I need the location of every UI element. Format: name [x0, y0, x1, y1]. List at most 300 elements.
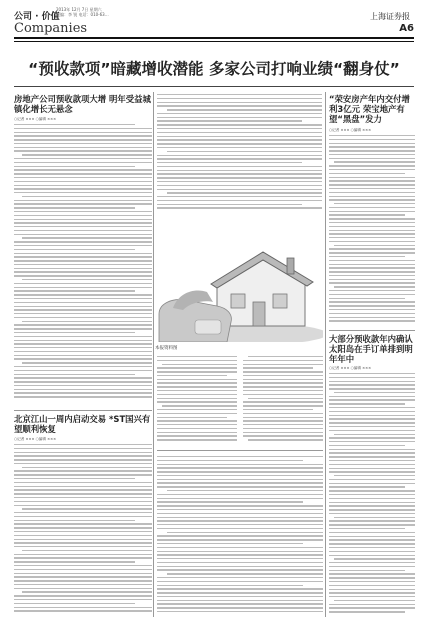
text-line: [329, 211, 415, 212]
text-line: [14, 478, 135, 479]
text-line: [14, 554, 152, 555]
text-line: [14, 385, 152, 386]
text-line: [329, 422, 415, 423]
text-line: [329, 177, 415, 178]
text-line: [14, 219, 152, 220]
text-line: [14, 482, 152, 483]
text-line: [329, 173, 405, 174]
text-line: [14, 607, 152, 608]
text-line: [14, 264, 152, 265]
text-line: [329, 184, 415, 185]
text-line: [14, 173, 152, 174]
text-line: [329, 513, 415, 514]
text-line: [157, 409, 237, 410]
text-line: [14, 497, 152, 498]
article-2-byline: ○记者 ××× ○编辑 ×××: [329, 128, 372, 132]
text-line: [14, 309, 152, 310]
text-line: [329, 562, 415, 563]
main-headline: “预收款项”暗藏增收潜能 多家公司打响业绩“翻身仗”: [28, 60, 400, 78]
text-line: [243, 424, 323, 425]
text-line: [157, 581, 323, 582]
text-line: [157, 162, 302, 163]
newspaper-brand: 上海证券报: [370, 12, 410, 21]
text-line: [157, 486, 323, 487]
text-line: [157, 105, 322, 106]
text-line: [157, 401, 237, 402]
text-line: [329, 490, 415, 491]
text-line: [157, 494, 323, 495]
article-4-title: 大部分预收款年内确认 太阳岛在手订单排到明年年中: [329, 334, 413, 364]
text-line: [157, 611, 323, 612]
text-line: [329, 290, 415, 291]
text-line: [329, 252, 415, 253]
text-line: [329, 460, 415, 461]
text-line: [329, 377, 415, 378]
text-line: [157, 207, 322, 208]
text-line: [329, 566, 415, 567]
text-line: [14, 249, 135, 250]
text-line: [329, 230, 415, 231]
text-line: [157, 379, 237, 380]
text-line: [329, 298, 405, 299]
text-line: [329, 214, 405, 215]
text-line: [157, 204, 302, 205]
article-1-byline: ○记者 ××× ○编辑 ×××: [14, 117, 57, 121]
text-line: [157, 432, 237, 433]
text-line: [157, 375, 227, 376]
text-line: [157, 181, 322, 182]
text-line: [157, 170, 322, 171]
section-english: Companies: [14, 21, 88, 36]
text-line: [14, 576, 152, 577]
text-line: [157, 517, 323, 518]
text-line: [14, 573, 152, 574]
text-line: [329, 573, 415, 574]
text-line: [157, 360, 237, 361]
text-line: [329, 237, 415, 238]
text-line: [14, 306, 152, 307]
text-line: [14, 181, 152, 182]
text-line: [14, 489, 152, 490]
text-line: [329, 456, 415, 457]
text-line: [329, 415, 415, 416]
text-line: [157, 435, 237, 436]
text-line: [329, 607, 415, 608]
text-line: [157, 535, 323, 536]
text-line: [334, 517, 415, 518]
text-line: [162, 364, 237, 365]
text-line: [243, 420, 323, 421]
text-line: [14, 474, 152, 475]
text-line: [22, 321, 152, 322]
text-line: [14, 370, 152, 371]
text-line: [14, 531, 152, 532]
text-line: [14, 135, 152, 136]
text-line: [162, 405, 237, 406]
article-divider: [329, 330, 415, 331]
text-line: [22, 362, 152, 363]
text-line: [329, 233, 415, 234]
text-line: [14, 358, 152, 359]
text-line: [157, 166, 322, 167]
text-line: [329, 275, 415, 276]
article-2-body: [329, 135, 415, 325]
text-line: [14, 260, 152, 261]
text-line: [243, 360, 323, 361]
text-line: [14, 610, 152, 611]
text-line: [167, 192, 322, 193]
text-line: [14, 188, 152, 189]
center-text-lower-left: [157, 356, 237, 446]
text-line: [329, 551, 415, 552]
text-line: [157, 524, 323, 525]
text-line: [157, 117, 322, 118]
center-column-text: [157, 94, 322, 214]
text-line: [14, 207, 135, 208]
text-line: [329, 158, 415, 159]
text-line: [157, 185, 322, 186]
photo-caption: 本报资料图: [155, 346, 178, 351]
text-line: [243, 435, 323, 436]
text-line: [329, 509, 415, 510]
text-line: [157, 102, 322, 103]
text-line: [14, 520, 135, 521]
text-line: [157, 390, 237, 391]
text-line: [14, 256, 152, 257]
text-line: [334, 286, 415, 287]
text-line: [329, 547, 415, 548]
text-line: [14, 271, 152, 272]
text-line: [329, 150, 415, 151]
text-line: [329, 536, 415, 537]
text-line: [14, 177, 152, 178]
text-line: [329, 381, 415, 382]
text-line: [157, 482, 323, 483]
article-1-body: [14, 124, 152, 404]
masthead-rule: [14, 37, 414, 39]
text-line: [329, 165, 415, 166]
text-line: [329, 305, 415, 306]
text-line: [157, 543, 303, 544]
text-line: [329, 146, 415, 147]
text-line: [14, 215, 152, 216]
text-line: [14, 313, 152, 314]
text-line: [157, 398, 237, 399]
text-line: [14, 501, 152, 502]
text-line: [157, 139, 322, 140]
text-line: [14, 396, 152, 397]
text-line: [157, 189, 322, 190]
text-line: [167, 490, 323, 491]
text-line: [157, 128, 322, 129]
text-line: [157, 173, 322, 174]
center-text-lower-right: [243, 356, 323, 446]
text-line: [14, 366, 152, 367]
text-line: [157, 98, 322, 99]
text-line: [157, 520, 323, 521]
text-line: [157, 155, 322, 156]
text-line: [329, 411, 415, 412]
text-line: [157, 577, 323, 578]
text-line: [157, 539, 323, 540]
text-line: [14, 283, 152, 284]
text-line: [334, 161, 415, 162]
text-line: [14, 588, 152, 589]
text-line: [14, 347, 152, 348]
text-line: [334, 475, 415, 476]
text-line: [14, 166, 135, 167]
text-line: [157, 120, 302, 121]
text-line: [167, 532, 323, 533]
text-line: [157, 558, 323, 559]
text-line: [157, 413, 237, 414]
text-line: [329, 486, 405, 487]
text-line: [243, 428, 323, 429]
text-line: [157, 600, 323, 601]
text-line: [329, 464, 415, 465]
text-line: [329, 528, 405, 529]
text-line: [243, 405, 323, 406]
text-line: [14, 535, 152, 536]
text-line: [157, 475, 323, 476]
text-line: [243, 382, 323, 383]
text-line: [329, 226, 415, 227]
text-line: [329, 555, 415, 556]
text-line: [14, 245, 152, 246]
text-line: [14, 452, 152, 453]
text-line: [248, 439, 323, 440]
text-line: [334, 245, 415, 246]
text-line: [329, 596, 415, 597]
text-line: [329, 437, 415, 438]
text-line: [329, 441, 415, 442]
text-line: [243, 390, 323, 391]
text-line: [243, 409, 313, 410]
text-line: [14, 287, 152, 288]
text-line: [243, 394, 323, 395]
text-line: [14, 557, 152, 558]
text-line: [334, 600, 415, 601]
text-line: [334, 558, 415, 559]
text-line: [14, 234, 152, 235]
text-line: [157, 471, 323, 472]
text-line: [329, 309, 415, 310]
text-line: [334, 392, 415, 393]
text-line: [22, 279, 152, 280]
text-line: [329, 192, 415, 193]
text-line: [157, 113, 322, 114]
text-line: [14, 595, 152, 596]
text-line: [248, 356, 323, 357]
text-line: [329, 585, 415, 586]
text-line: [14, 486, 152, 487]
text-line: [329, 570, 405, 571]
text-line: [329, 199, 415, 200]
text-line: [329, 396, 415, 397]
text-line: [329, 452, 415, 453]
text-line: [22, 508, 152, 509]
text-line: [157, 124, 322, 125]
text-line: [14, 381, 152, 382]
text-line: [22, 550, 152, 551]
text-line: [329, 505, 415, 506]
text-line: [157, 386, 237, 387]
text-line: [14, 241, 152, 242]
text-line: [329, 294, 415, 295]
text-line: [157, 456, 323, 457]
text-line: [14, 542, 152, 543]
editor-info: 责编：李 锐 电话：010-63…: [56, 12, 109, 17]
text-line: [14, 459, 152, 460]
text-line: [329, 248, 415, 249]
text-line: [22, 237, 152, 238]
text-line: [243, 371, 323, 372]
section-name: 公司 · 价值: [14, 12, 60, 22]
text-line: [14, 200, 152, 201]
text-line: [157, 592, 323, 593]
text-line: [329, 139, 415, 140]
text-line: [14, 448, 152, 449]
text-line: [248, 398, 323, 399]
text-line: [329, 241, 415, 242]
text-line: [329, 267, 415, 268]
text-line: [22, 196, 152, 197]
text-line: [14, 230, 152, 231]
text-line: [14, 268, 152, 269]
article-3-byline: ○记者 ××× ○编辑 ×××: [14, 437, 57, 441]
text-line: [329, 143, 415, 144]
text-line: [329, 483, 415, 484]
text-line: [329, 384, 415, 385]
text-line: [243, 379, 323, 380]
text-line: [243, 413, 323, 414]
text-line: [329, 388, 415, 389]
text-line: [329, 196, 415, 197]
text-line: [14, 275, 152, 276]
text-line: [329, 271, 415, 272]
text-line: [329, 589, 415, 590]
text-line: [329, 279, 415, 280]
text-line: [157, 513, 323, 514]
text-line: [22, 467, 152, 468]
text-line: [329, 207, 415, 208]
text-line: [22, 154, 152, 155]
article-2-title: “荣安房产年内交付增利3亿元 荣宝地产有望“黑盘”发力: [329, 94, 410, 124]
text-line: [14, 226, 152, 227]
text-line: [14, 584, 152, 585]
text-line: [157, 588, 323, 589]
text-line: [329, 222, 415, 223]
text-line: [329, 282, 415, 283]
text-line: [329, 502, 415, 503]
text-line: [243, 375, 323, 376]
text-line: [243, 432, 323, 433]
text-line: [329, 426, 415, 427]
text-line: [157, 417, 227, 418]
issue-date: 2013年 12月 7日 星期六: [56, 7, 102, 12]
masthead-rule-thin: [14, 41, 414, 42]
text-line: [157, 479, 323, 480]
text-line: [329, 135, 415, 136]
text-line: [167, 109, 322, 110]
text-line: [157, 596, 323, 597]
text-line: [329, 301, 415, 302]
text-line: [14, 253, 152, 254]
text-line: [14, 539, 152, 540]
text-line: [157, 528, 323, 529]
text-line: [14, 158, 152, 159]
text-line: [329, 524, 415, 525]
text-line: [329, 611, 405, 612]
text-line: [243, 417, 323, 418]
text-line: [329, 479, 415, 480]
text-line: [243, 364, 323, 365]
text-line: [334, 434, 415, 435]
text-line: [157, 200, 322, 201]
text-line: [14, 505, 152, 506]
text-line: [329, 581, 415, 582]
text-line: [14, 317, 152, 318]
text-line: [14, 374, 135, 375]
text-line: [157, 607, 323, 608]
text-line: [157, 147, 322, 148]
text-line: [157, 547, 323, 548]
text-line: [14, 603, 135, 604]
text-line: [14, 192, 152, 193]
text-line: [14, 527, 152, 528]
text-line: [329, 154, 415, 155]
text-line: [157, 501, 303, 502]
text-line: [14, 290, 135, 291]
text-line: [14, 463, 152, 464]
text-line: [329, 494, 415, 495]
text-line: [14, 444, 152, 445]
text-line: [329, 260, 415, 261]
text-line: [329, 256, 405, 257]
text-line: [14, 139, 152, 140]
text-line: [329, 407, 415, 408]
text-line: [157, 566, 323, 567]
text-line: [14, 128, 152, 129]
text-line: [334, 203, 415, 204]
text-line: [329, 468, 415, 469]
text-line: [329, 320, 415, 321]
text-line: [157, 356, 237, 357]
article-4-body: [329, 373, 415, 618]
text-line: [14, 132, 152, 133]
text-line: [14, 355, 152, 356]
text-line: [167, 573, 323, 574]
text-line: [157, 460, 303, 461]
text-line: [14, 546, 152, 547]
column-divider: [153, 92, 154, 617]
text-line: [14, 561, 135, 562]
text-line: [329, 169, 415, 170]
text-line: [14, 124, 135, 125]
text-line: [14, 340, 152, 341]
text-line: [14, 599, 152, 600]
text-line: [329, 539, 415, 540]
text-line: [157, 424, 237, 425]
column-divider: [325, 92, 326, 617]
text-line: [14, 143, 152, 144]
text-line: [329, 532, 415, 533]
text-line: [14, 580, 152, 581]
page-number: A6: [399, 23, 414, 34]
text-line: [329, 445, 405, 446]
text-line: [329, 180, 415, 181]
text-line: [14, 565, 152, 566]
